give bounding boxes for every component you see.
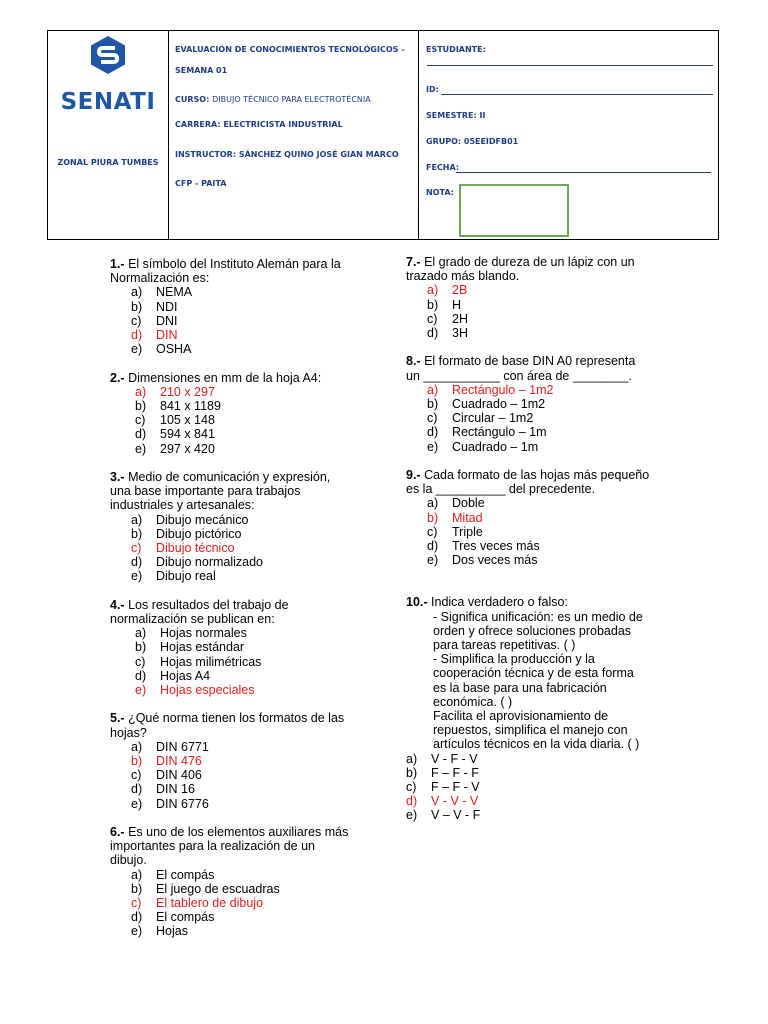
option-letter: a) [427,283,439,298]
option-text: Tres veces más [452,539,540,554]
answer-option[interactable] [406,539,668,553]
answer-option[interactable] [110,342,372,356]
answer-option[interactable] [110,527,372,541]
question-stem [110,470,372,484]
question-stem [110,711,372,725]
answer-option[interactable] [406,496,668,510]
question-text-line: normalización se publican en: [110,612,275,627]
questions-left-column [110,257,372,953]
option-letter: c) [131,896,142,911]
question-number: 8.- [406,354,421,369]
option-letter: b) [131,526,143,541]
career-line: CARRERA: ELECTRICISTA INDUSTRIAL [175,120,343,129]
answer-option[interactable] [110,442,372,456]
answer-option[interactable] [110,655,372,669]
option-letter: b) [427,297,439,312]
option-letter: d) [131,328,143,343]
exam-week: SEMANA 01 [175,66,228,75]
question-text: Es uno de los elementos auxiliares más [124,825,349,840]
answer-option[interactable] [110,555,372,569]
option-letter: a) [131,739,143,754]
answer-option[interactable] [110,924,372,938]
answer-option[interactable] [406,766,668,780]
answer-option[interactable] [110,640,372,654]
question-number: 5.- [110,711,125,726]
question-number: 1.- [110,257,125,271]
exam-title: EVALUACIÓN DE CONOCIMIENTOS TECNOLÓGICOS – [175,45,406,54]
option-letter: a) [427,496,439,511]
question-number: 3.- [110,470,125,485]
option-letter: c) [131,313,142,328]
course-value: DIBUJO TÉCNICO PARA ELECTROTÉCNIA [212,95,371,104]
answer-option[interactable] [110,669,372,683]
option-text: DIN 476 [156,754,202,769]
option-text: Hojas [156,924,188,939]
option-text: 3H [452,326,468,341]
instructor-line: INSTRUCTOR: SÁNCHEZ QUINO JOSÉ GIAN MARCO [175,150,399,159]
option-text: DIN [156,328,178,343]
option-letter: d) [427,425,439,440]
answer-option[interactable] [110,569,372,583]
question-2 [110,371,372,456]
question-4 [110,598,372,697]
question-stem [406,255,668,269]
option-text: NEMA [156,285,193,300]
answer-option[interactable] [406,383,668,397]
question-text-line: hojas? [110,725,147,740]
option-letter: a) [135,626,147,641]
question-10 [406,595,668,822]
answer-option[interactable] [110,626,372,640]
statement-line: orden y ofrece soluciones probadas [433,623,632,638]
option-letter: a) [406,751,418,766]
answer-option[interactable] [110,385,372,399]
option-text: El compás [156,910,215,925]
option-letter: c) [131,541,142,556]
option-text: Hojas estándar [160,640,245,655]
option-letter: a) [131,867,143,882]
answer-option[interactable] [110,399,372,413]
option-letter: b) [131,881,143,896]
option-letter: a) [131,512,143,527]
option-letter: d) [131,910,143,925]
answer-option[interactable] [110,300,372,314]
question-text-line: Normalización es: [110,271,210,286]
option-letter: e) [427,553,439,568]
option-text: NDI [156,299,178,314]
option-text: V - V - V [431,794,479,809]
option-text: El tablero de dibujo [156,896,264,911]
statement-line: es la base para una fabricación [433,680,607,695]
statement-line: Facilita el aprovisionamiento de [433,709,609,724]
logo-cell [48,31,169,239]
answer-option[interactable] [406,525,668,539]
option-text: Hojas especiales [160,683,255,698]
answer-option[interactable] [110,868,372,882]
question-text-line: es la __________ del precedente. [406,482,596,497]
option-text: Triple [452,524,483,539]
option-letter: d) [406,794,418,809]
option-letter: e) [131,569,143,584]
senati-logo-icon [88,35,128,75]
answer-option[interactable] [110,740,372,754]
option-text: 2H [452,311,468,326]
question-text: El grado de dureza de un lápiz con un [420,255,635,269]
question-text: Cada formato de las hojas más pequeño [420,468,650,483]
option-text: Cuadrado – 1m2 [452,397,546,412]
statement-line: repuestos, simplifica el manejo con [433,723,628,738]
option-text: DIN 6771 [156,739,209,754]
option-letter: d) [131,782,143,797]
answer-option[interactable] [110,427,372,441]
question-text-line: dibujo. [110,853,147,868]
answer-option[interactable] [406,511,668,525]
date-field[interactable] [456,172,711,173]
option-letter: b) [135,640,147,655]
option-letter: d) [131,555,143,570]
option-letter: a) [427,382,439,397]
option-text: Rectángulo – 1m2 [452,382,554,397]
option-letter: b) [131,299,143,314]
answer-option[interactable] [110,754,372,768]
question-number: 9.- [406,468,421,483]
question-stem [406,468,668,482]
option-text: Hojas milimétricas [160,654,262,669]
answer-option[interactable] [406,780,668,794]
option-letter: b) [427,510,439,525]
statement-line: - Simplifica la producción y la [433,652,595,667]
question-text-line: trazado más blando. [406,269,520,284]
group-label: GRUPO: 05EEIDFB01 [426,137,519,146]
option-letter: b) [135,399,147,414]
question-number: 6.- [110,825,125,840]
option-letter: e) [427,439,439,454]
answer-option[interactable] [406,425,668,439]
answer-option[interactable] [110,314,372,328]
course-info-cell [169,31,419,239]
statement-line: - Significa unificación: es un medio de [433,609,643,624]
brand-name: SENATI [60,89,156,115]
answer-option[interactable] [110,413,372,427]
option-text: El compás [156,867,215,882]
option-text: F – F - F [431,765,479,780]
option-text: 297 x 420 [160,441,215,456]
option-letter: d) [135,668,147,683]
question-stem [110,825,372,839]
option-letter: c) [406,780,417,795]
exam-header [47,30,719,240]
statement-line: artículos técnicos en la vida diaria. ( ) [433,737,640,752]
question-number: 2.- [110,370,125,385]
question-3 [110,470,372,584]
option-letter: b) [406,765,418,780]
answer-option[interactable] [406,411,668,425]
answer-option[interactable] [110,910,372,924]
option-letter: e) [131,342,143,357]
question-text-line: industriales y artesanales: [110,498,255,513]
question-text: Los resultados del trabajo de [124,597,289,612]
option-letter: e) [131,924,143,939]
answer-option[interactable] [110,782,372,796]
option-text: DIN 406 [156,768,202,783]
grade-box[interactable] [459,184,569,237]
question-text: Indica verdadero o falso: [427,595,568,610]
answer-option[interactable] [406,298,668,312]
answer-option[interactable] [406,752,668,766]
question-text: Dimensiones en mm de la hoja A4: [124,370,322,385]
option-text: Cuadrado – 1m [452,439,539,454]
id-label: ID: [426,85,439,94]
question-stem [110,371,372,385]
question-7 [406,255,668,340]
answer-option[interactable] [110,328,372,342]
question-number: 10.- [406,595,428,610]
option-text: DNI [156,313,178,328]
question-stem [110,257,372,271]
option-letter: e) [135,683,147,698]
question-1 [110,257,372,356]
zonal-label: ZONAL PIURA TUMBES [57,158,159,167]
answer-option[interactable] [406,326,668,340]
option-text: 841 x 1189 [160,399,221,414]
question-text-line: una base importante para trabajos [110,484,301,499]
answer-option[interactable] [406,283,668,297]
option-letter: d) [427,326,439,341]
id-field[interactable] [441,94,713,95]
option-letter: c) [131,768,142,783]
option-text: H [452,297,462,312]
answer-option[interactable] [110,896,372,910]
answer-option[interactable] [110,285,372,299]
grade-label: NOTA: [426,188,454,197]
question-text: Medio de comunicación y expresión, [124,470,331,485]
option-text: Dibujo técnico [156,541,235,556]
course-line [175,95,371,104]
option-text: Dos veces más [452,553,538,568]
course-label: CURSO: [175,95,210,104]
option-text: Dibujo mecánico [156,512,249,527]
option-letter: a) [131,285,143,300]
answer-option[interactable] [110,513,372,527]
answer-option[interactable] [110,797,372,811]
option-text: Doble [452,496,485,511]
option-letter: a) [135,384,147,399]
answer-option[interactable] [406,440,668,454]
option-text: 594 x 841 [160,427,215,442]
option-letter: c) [427,411,438,426]
option-letter: c) [427,524,438,539]
statement-line: cooperación técnica y de esta forma [433,666,634,681]
statement-line: económica. ( ) [433,694,513,709]
answer-option[interactable] [406,794,668,808]
option-text: Dibujo real [156,569,216,584]
answer-option[interactable] [110,882,372,896]
answer-option[interactable] [110,768,372,782]
student-name-field[interactable] [427,65,713,66]
option-letter: c) [135,413,146,428]
question-9 [406,468,668,567]
option-text: Hojas A4 [160,668,211,683]
date-label: FECHA: [426,163,460,172]
question-text-line: importantes para la realización de un [110,839,315,854]
option-text: Mitad [452,510,483,525]
question-text: El formato de base DIN A0 representa [420,354,636,369]
answer-option[interactable] [110,541,372,555]
option-text: Circular – 1m2 [452,411,534,426]
option-text: 105 x 148 [160,413,215,428]
option-letter: e) [131,796,143,811]
option-text: DIN 16 [156,782,195,797]
option-text: Rectángulo – 1m [452,425,547,440]
question-8 [406,354,668,453]
question-text: ¿Qué norma tienen los formatos de las [124,711,345,726]
answer-option[interactable] [406,553,668,567]
option-text: V - F - V [431,751,478,766]
question-text: El símbolo del Instituto Alemán para la [124,257,341,271]
question-number: 7.- [406,255,421,269]
semester-label: SEMESTRE: II [426,111,486,120]
option-text: El juego de escuadras [156,881,280,896]
option-text: F – F - V [431,780,480,795]
question-number: 4.- [110,597,125,612]
option-letter: c) [135,654,146,669]
question-stem [406,354,668,368]
option-text: Dibujo normalizado [156,555,264,570]
answer-option[interactable] [406,312,668,326]
option-text: OSHA [156,342,192,357]
option-text: 210 x 297 [160,384,215,399]
cfp-line: CFP - PAITA [175,179,227,188]
option-letter: d) [427,539,439,554]
option-letter: e) [406,808,418,823]
answer-option[interactable] [406,808,668,822]
questions-right-column [406,255,668,837]
option-letter: c) [427,311,438,326]
question-6 [110,825,372,939]
option-text: DIN 6776 [156,796,209,811]
option-letter: d) [135,427,147,442]
answer-option[interactable] [406,397,668,411]
student-label: ESTUDIANTE: [426,45,486,54]
option-letter: e) [135,441,147,456]
question-5 [110,711,372,810]
option-text: Hojas normales [160,626,247,641]
statement-line: para tareas repetitivas. ( ) [433,638,576,653]
option-text: V – V - F [431,808,481,823]
option-letter: b) [427,397,439,412]
option-text: Dibujo pictórico [156,526,242,541]
option-letter: b) [131,754,143,769]
answer-option[interactable] [110,683,372,697]
question-text-line: un ___________ con área de ________. [406,368,632,383]
question-stem [110,598,372,612]
option-text: 2B [452,283,468,298]
question-stem [406,595,668,609]
